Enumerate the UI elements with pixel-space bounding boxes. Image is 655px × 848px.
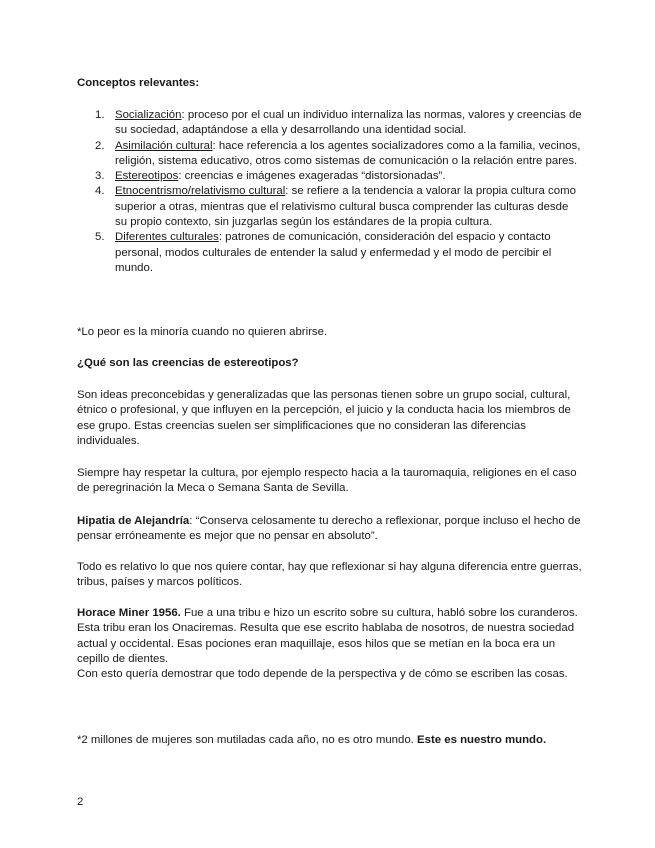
list-number: 2. bbox=[95, 139, 105, 152]
concept-definition: : se refiere a la tendencia a valorar la propia cultura como superior a otras, mientras que el relativismo cultural busca comprender las culturas desde su propio contexto, sin juzgarlas según los estándares de la propia cultura. bbox=[115, 185, 576, 229]
list-item bbox=[77, 230, 582, 276]
horace-conclusion: Con esto quería demostrar que todo depende de la perspectiva y de cómo se escriben las cosas. bbox=[77, 668, 568, 681]
concepts-list bbox=[77, 108, 582, 276]
concept-term: Diferentes culturales bbox=[115, 231, 219, 244]
heading-conceptos: Conceptos relevantes: bbox=[77, 77, 200, 89]
concept-term: Etnocentrismo/relativismo cultural bbox=[115, 185, 286, 198]
list-number: 5. bbox=[95, 231, 105, 244]
concept-term: Asimilación cultural bbox=[115, 139, 213, 152]
horace-text: Fue a una tribu e hizo un escrito sobre su cultura, habló sobre los curanderos. Esta tribu eran los Onaciremas. Resulta que ese escrito hablaba de nosotros, de nuestra sociedad actual y occidental. Esas pociones eran maquillaje, esos hilos que se metían en la boca era un cepillo de dientes. bbox=[77, 607, 578, 665]
paragraph-hipatia bbox=[77, 514, 582, 545]
list-number: 1. bbox=[95, 109, 105, 121]
heading-creencias: ¿Qué son las creencias de estereotipos? bbox=[77, 357, 299, 369]
final-note-text: *2 millones de mujeres son mutiladas cada año, no es otro mundo. bbox=[77, 734, 418, 746]
paragraph-horace bbox=[77, 606, 582, 682]
final-note bbox=[77, 733, 582, 748]
list-item bbox=[77, 184, 582, 230]
list-item bbox=[77, 108, 582, 139]
list-number: 4. bbox=[95, 185, 105, 198]
list-item bbox=[77, 169, 582, 184]
horace-name: Horace Miner 1956. bbox=[77, 607, 181, 619]
list-number: 3. bbox=[95, 170, 105, 183]
paragraph-creencias: Son ideas preconcebidas y generalizadas que las personas tienen sobre un grupo social, cultural, étnico o profesional, y que influyen en la percepción, el juicio y la conducta hacia los miembros de ese grupo. Estas creencias suelen ser simplificaciones que no consideran las diferencias individuales. bbox=[77, 389, 571, 447]
final-note-bold: Este es nuestro mundo. bbox=[417, 734, 547, 746]
concept-definition: : hace referencia a los agentes socializadores como a la familia, vecinos, religión, sistema educativo, otros como sistemas de comunicación o la relación entre pares. bbox=[115, 139, 581, 167]
concept-definition: : creencias e imágenes exageradas “distorsionadas”. bbox=[178, 170, 446, 183]
concept-term: Estereotipos bbox=[115, 170, 179, 183]
list-item bbox=[77, 139, 582, 170]
concept-term: Socialización bbox=[115, 109, 182, 121]
paragraph-respetar: Siempre hay respetar la cultura, por ejemplo respecto hacia a la tauromaquia, religiones en el caso de peregrinación la Meca o Semana Santa de Sevilla. bbox=[77, 467, 577, 495]
hipatia-name: Hipatia de Alejandría bbox=[77, 515, 190, 527]
page-number: 2 bbox=[77, 796, 84, 808]
hipatia-quote: : “Conserva celosamente tu derecho a reflexionar, porque incluso el hecho de pensar erróneamente es mejor que no pensar en absoluto”. bbox=[77, 515, 581, 543]
concept-definition: : proceso por el cual un individuo internaliza las normas, valores y creencias de su sociedad, adaptándose a ella y desarrollando una identidad social. bbox=[115, 109, 582, 137]
concept-definition: : patrones de comunicación, consideración del espacio y contacto personal, modos culturales de entender la salud y enfermedad y el modo de percibir el mundo. bbox=[115, 231, 552, 274]
paragraph-relativo: Todo es relativo lo que nos quiere contar, hay que reflexionar si hay alguna diferencia entre guerras, tribus, países y marcos políticos. bbox=[77, 561, 582, 589]
note-minoria: *Lo peor es la minoría cuando no quieren abrirse. bbox=[77, 326, 328, 338]
